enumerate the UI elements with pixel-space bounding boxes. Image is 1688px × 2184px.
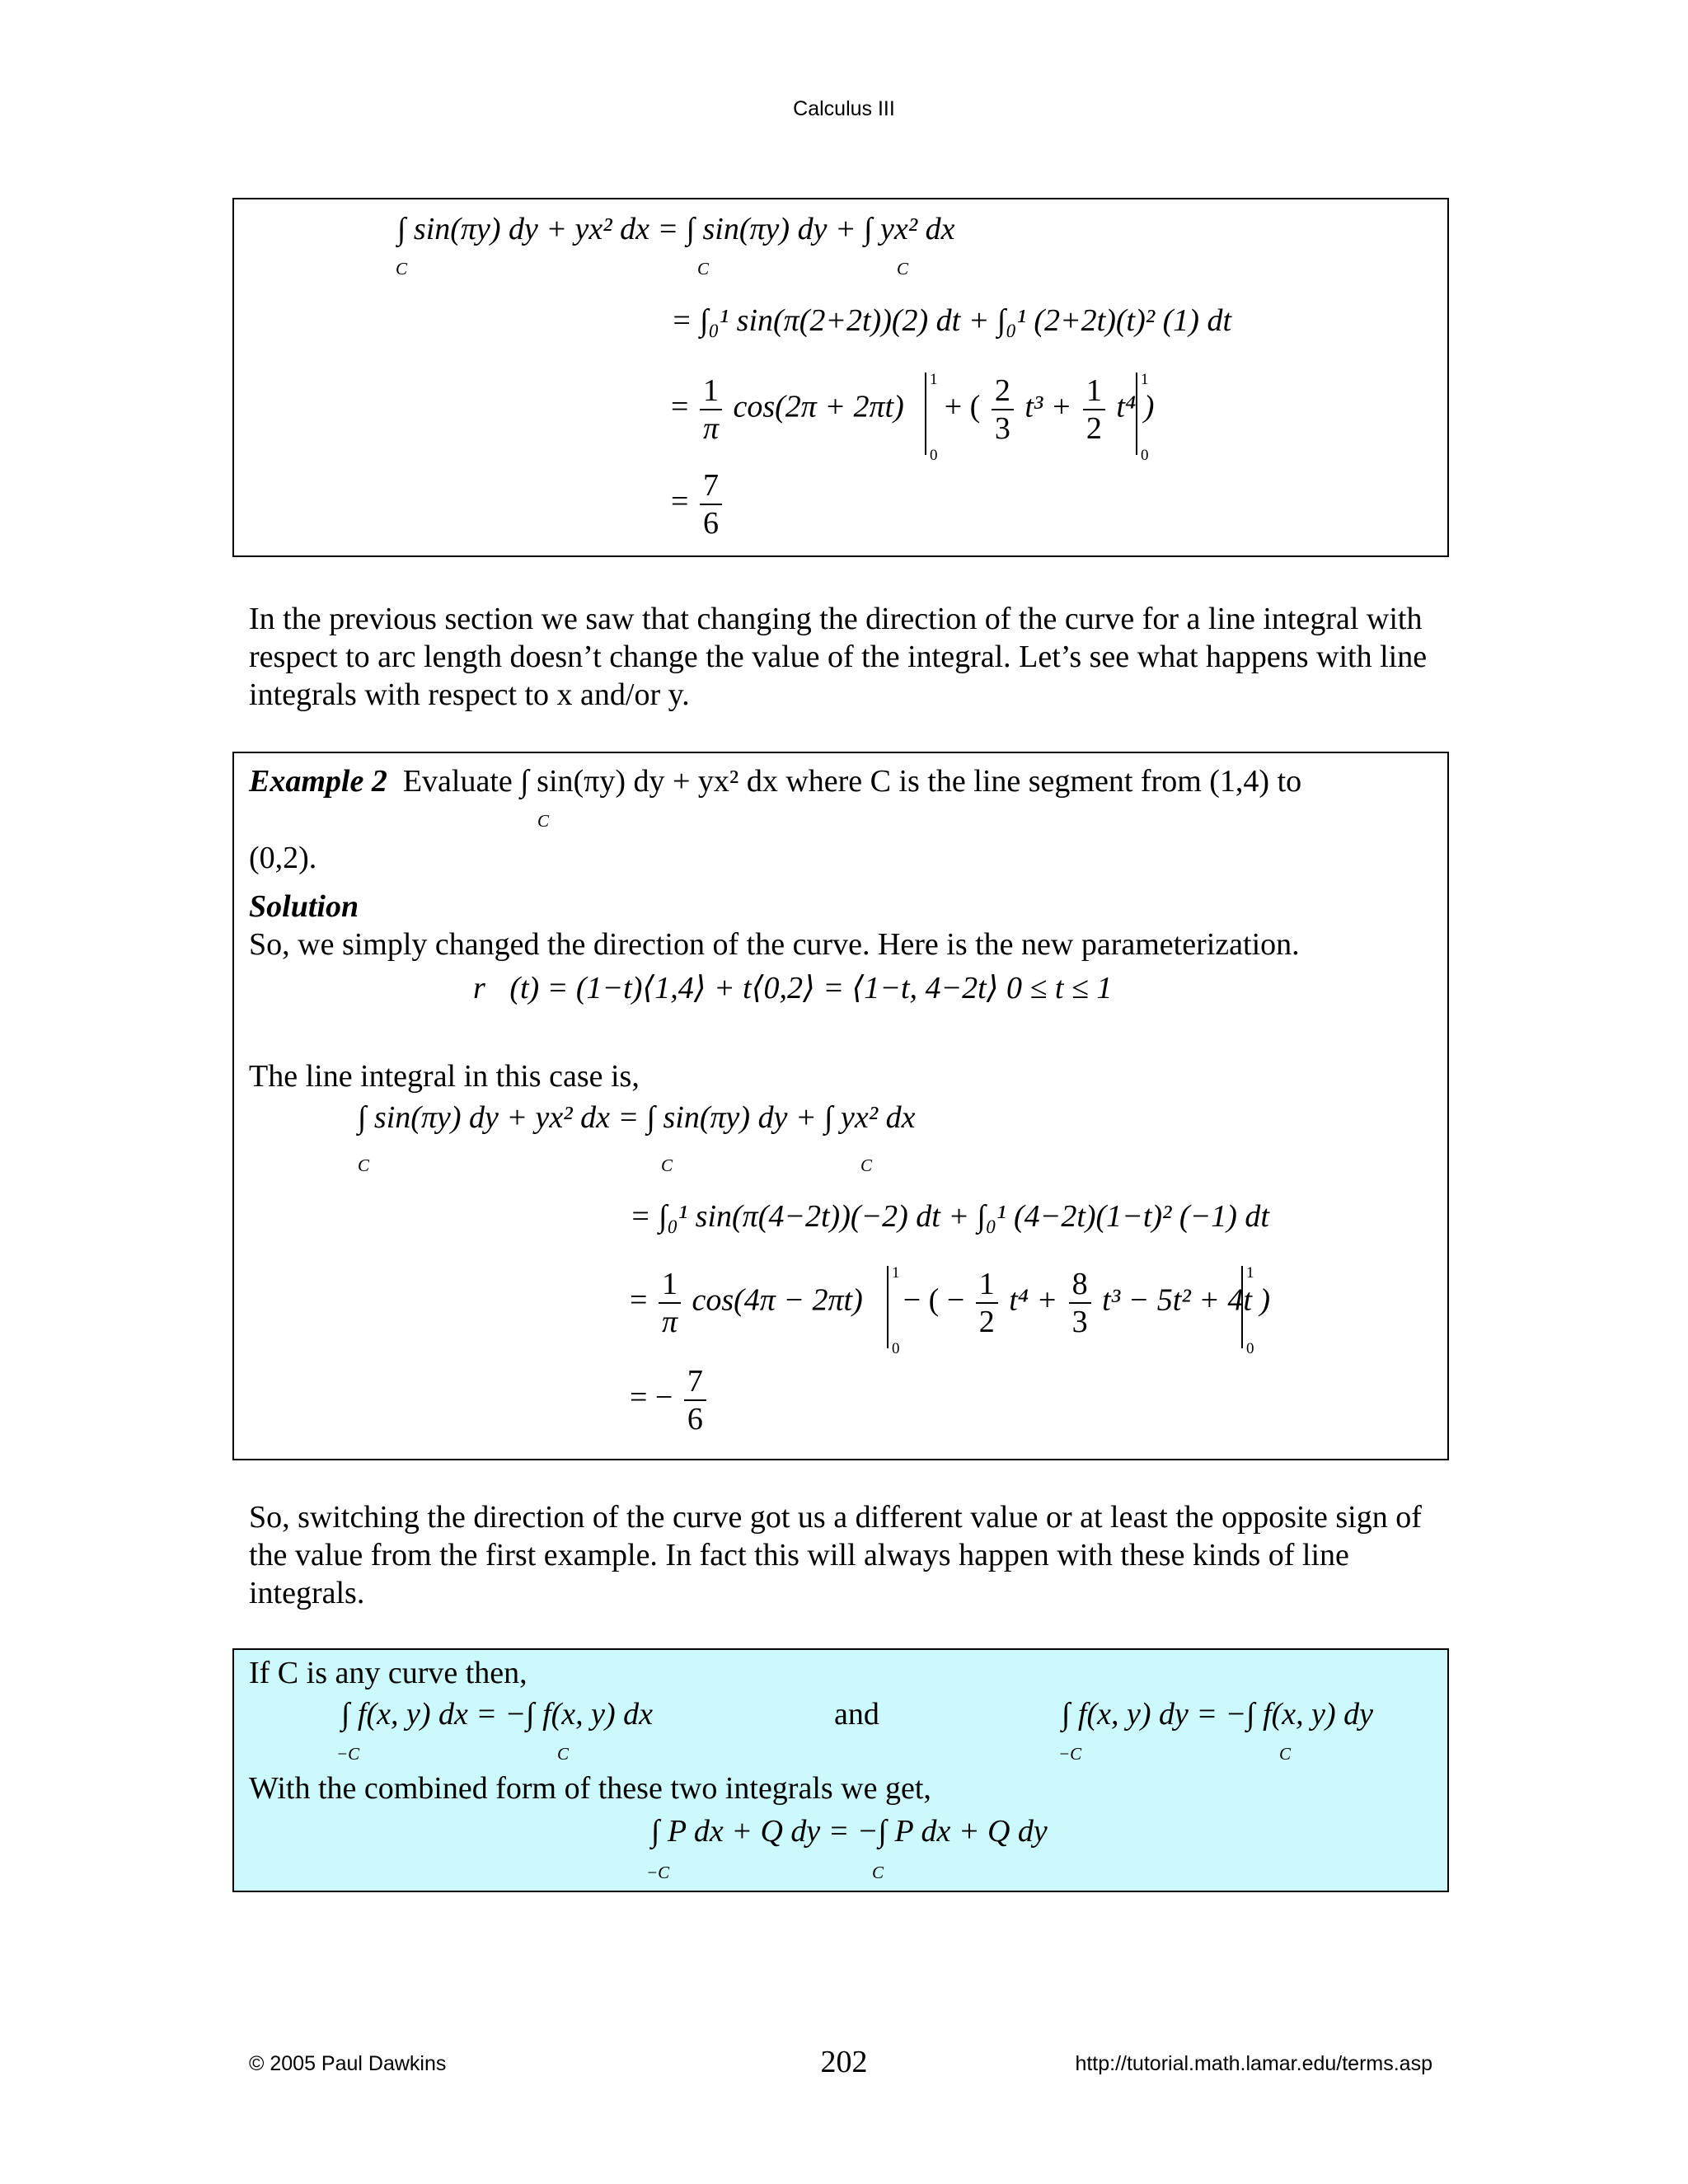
example-statement: Example 2 Evaluate ∫ sin(πy) dy + yx² dx where C is the line segment from (1,4) to: [249, 764, 1302, 799]
equation-line-3: = $\frac{1}{\pi}$ cos(2π + 2πt) + ( $\frac{2}{3}$ t³ + $\frac{1}{2}$ t⁴ ): [671, 373, 1155, 446]
eval-lower-limit: 0: [1141, 447, 1149, 464]
evaluation-bar: [1241, 1266, 1243, 1348]
evaluation-bar: [887, 1266, 889, 1348]
paragraph: In the previous section we saw that changing the direction of the curve for a line integral with respect to arc length doesn’t change the value of the integral. Let’s see what happens with line integrals with respect to x and/or y.: [249, 602, 1428, 712]
integral-sub-c: C: [697, 259, 710, 279]
equation-line-4: = − $\frac{7}{6}$: [630, 1363, 710, 1437]
paragraph: So, switching the direction of the curve got us a different value or at least the opposite sign of the value from the first example. In fact this will always happen with these kinds of line integrals.: [249, 1500, 1422, 1610]
integral-sub-c: C: [860, 1155, 873, 1175]
fraction: $\frac{1}{2}$: [976, 1266, 998, 1340]
eval-lower-limit: 0: [930, 447, 938, 464]
integral-sub-neg-c: −C: [336, 1744, 360, 1764]
equation-line-1: ∫ sin(πy) dy + yx² dx = ∫ sin(πy) dy + ∫ yx² dx: [397, 212, 955, 246]
footer-copyright: © 2005 Paul Dawkins: [249, 2052, 447, 2075]
integral-sub-c: C: [396, 259, 408, 279]
footer-url[interactable]: http://tutorial.math.lamar.edu/terms.asp: [1075, 2052, 1432, 2075]
example-title: Example 2: [249, 764, 387, 799]
continued-example-box: [232, 198, 1449, 557]
integral-sub-c: C: [557, 1744, 570, 1764]
integral-sub-c: C: [358, 1155, 370, 1175]
eval-upper-limit: 1: [1141, 371, 1149, 388]
equation-line-2: = ∫₀¹ sin(π(4−2t))(−2) dt + ∫₀¹ (4−2t)(1−t)² (−1) dt: [630, 1199, 1269, 1234]
intro-text: The line integral in this case is,: [249, 1059, 640, 1094]
equation-line-4: = $\frac{7}{6}$: [671, 467, 725, 541]
fact-equation-dy: ∫ f(x, y) dy = −∫ f(x, y) dy: [1062, 1697, 1374, 1732]
evaluation-bar: [1136, 373, 1137, 455]
fraction: $\frac{1}{\pi}$: [659, 1266, 681, 1340]
equation-line-2: = ∫₀¹ sin(π(2+2t))(2) dt + ∫₀¹ (2+2t)(t)² (1) dt: [671, 303, 1232, 338]
fraction: $\frac{1}{2}$: [1083, 373, 1105, 447]
eval-lower-limit: 0: [892, 1340, 900, 1357]
integral-sub-c: C: [1279, 1744, 1292, 1764]
combined-intro: With the combined form of these two integrals we get,: [249, 1771, 931, 1806]
eval-upper-limit: 1: [892, 1264, 900, 1282]
page-number: 202: [820, 2045, 868, 2079]
eval-lower-limit: 0: [1246, 1340, 1254, 1357]
example-statement-cont: (0,2).: [249, 841, 317, 875]
integral-sub-c: C: [661, 1155, 673, 1175]
integral-sub-neg-c: −C: [1058, 1744, 1082, 1764]
integral-sub-neg-c: −C: [646, 1863, 670, 1882]
equation-line-1: ∫ sin(πy) dy + yx² dx = ∫ sin(πy) dy + ∫ yx² dx: [358, 1100, 916, 1135]
integral-sub-c: C: [897, 259, 909, 279]
fraction: $\frac{8}{3}$: [1069, 1266, 1091, 1340]
solution-text: So, we simply changed the direction of the curve. Here is the new parameterization.: [249, 927, 1300, 962]
fraction: $\frac{7}{6}$: [700, 467, 722, 541]
fact-box: [232, 1648, 1449, 1892]
equation-line-3: = $\frac{1}{\pi}$ cos(4π − 2πt) − ( − $\frac{1}{2}$ t⁴ + $\frac{8}{3}$ t³ − 5t² + 4t ): [630, 1267, 1271, 1339]
fact-intro: If C is any curve then,: [249, 1656, 528, 1690]
integral-sub-c: C: [872, 1863, 884, 1882]
eval-upper-limit: 1: [1246, 1264, 1254, 1282]
example-2-box: [232, 752, 1449, 1460]
fact-equation-dx: ∫ f(x, y) dx = −∫ f(x, y) dx: [341, 1697, 654, 1732]
parameterization: r⃗(t) = (1−t)⟨1,4⟩ + t⟨0,2⟩ = ⟨1−t, 4−2t⟩ 0 ≤ t ≤ 1: [473, 971, 1113, 1005]
integral-sub-c: C: [537, 811, 550, 831]
evaluation-bar: [925, 373, 926, 455]
fraction: $\frac{7}{6}$: [684, 1363, 706, 1437]
eval-upper-limit: 1: [930, 371, 938, 388]
and-label: and: [834, 1697, 879, 1732]
fraction: $\frac{1}{\pi}$: [700, 373, 722, 447]
page-header: Calculus III: [793, 97, 895, 120]
solution-label: Solution: [249, 889, 359, 924]
fact-equation-combined: ∫ P dx + Q dy = −∫ P dx + Q dy: [651, 1814, 1048, 1849]
fraction: $\frac{2}{3}$: [992, 373, 1014, 447]
